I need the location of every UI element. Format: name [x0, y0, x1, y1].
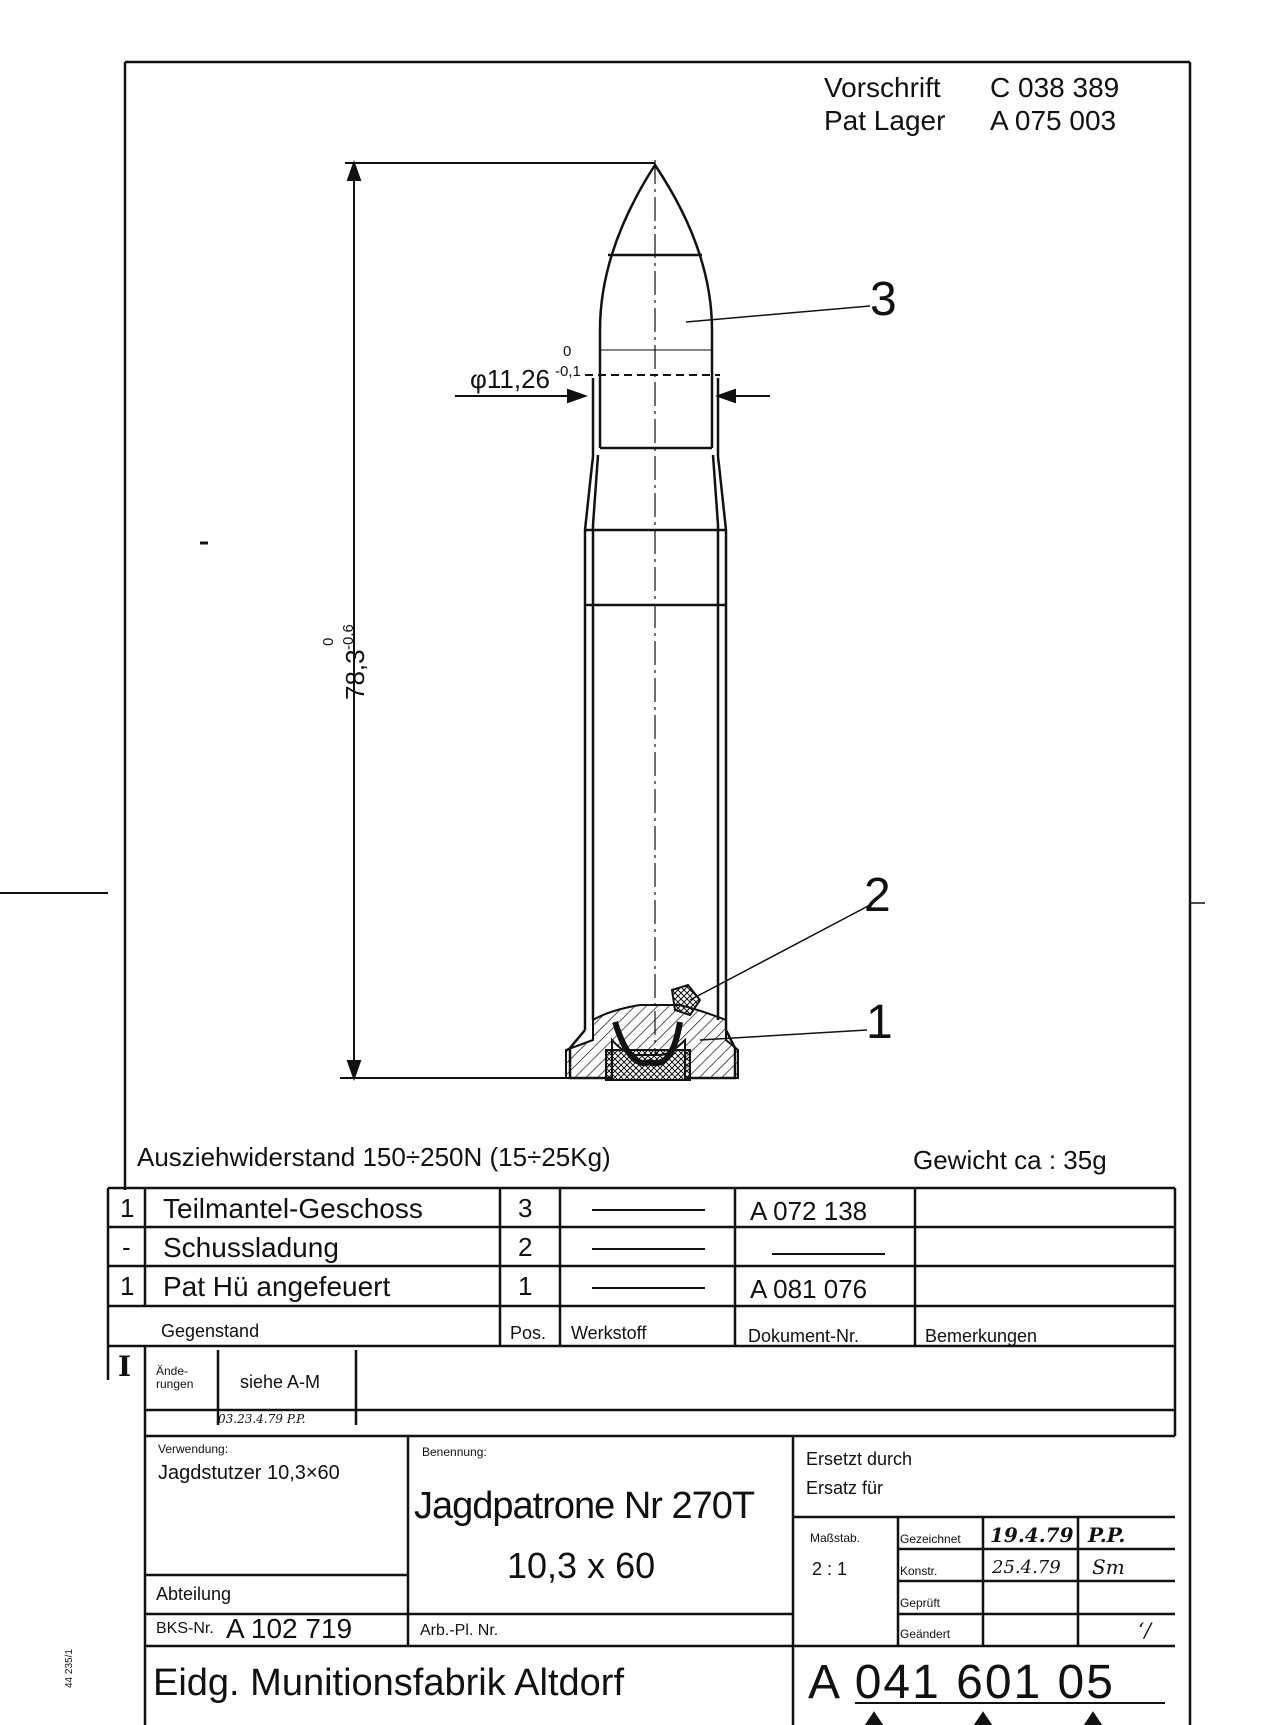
vorschrift-label: Vorschrift — [824, 72, 941, 103]
diameter-tol-lower: -0,1 — [555, 363, 581, 380]
name-label: Benennung: — [422, 1445, 487, 1459]
patlager-label: Pat Lager — [824, 105, 946, 136]
row2-pos: 2 — [518, 1232, 533, 1262]
row2-item: Schussladung — [163, 1232, 339, 1263]
row1-doc: A 072 138 — [750, 1196, 868, 1226]
row3-pos: 1 — [518, 1271, 533, 1301]
header-bemerkungen: Bemerkungen — [925, 1326, 1038, 1346]
vorschrift-value: C 038 389 — [990, 72, 1120, 103]
replaces: Ersatz für — [806, 1478, 884, 1498]
drawn-sign: P.P. — [1088, 1523, 1126, 1547]
bks-value: A 102 719 — [226, 1613, 353, 1644]
length-annotation — [320, 580, 380, 700]
company-name: Eidg. Munitionsfabrik Altdorf — [153, 1662, 625, 1704]
callout-3: 3 — [870, 273, 897, 326]
name-line2: 10,3 x 60 — [507, 1545, 656, 1586]
length-label: 78,3 — [340, 649, 370, 700]
changes-label: Ände- rungen — [156, 1364, 194, 1391]
callout-2: 2 — [864, 869, 891, 922]
usage-label: Verwendung: — [158, 1442, 229, 1456]
drawn-date: 19.4.79 — [990, 1523, 1074, 1547]
header-dokument: Dokument-Nr. — [748, 1326, 860, 1346]
row1-qty: 1 — [120, 1193, 135, 1223]
row1-item: Teilmantel-Geschoss — [163, 1193, 423, 1224]
length-tol-lower: -0,6 — [340, 624, 357, 650]
pullout-note: Ausziehwiderstand 150÷250N (15÷25Kg) — [137, 1142, 611, 1172]
diameter-label: φ11,26 — [470, 364, 550, 394]
row2-qty: - — [122, 1232, 131, 1262]
callout-1: 1 — [866, 996, 893, 1049]
konstr-sign: Sm — [1092, 1555, 1125, 1579]
row1-pos: 3 — [518, 1193, 533, 1223]
changes-text: siehe A-M — [240, 1372, 321, 1392]
scale-label: Maßstab. — [810, 1531, 861, 1545]
scale-value: 2 : 1 — [812, 1559, 848, 1579]
header-gegenstand: Gegenstand — [161, 1321, 260, 1341]
replaced-by: Ersetzt durch — [806, 1449, 913, 1469]
diameter-tol-upper: 0 — [563, 343, 572, 360]
row3-qty: 1 — [120, 1271, 135, 1301]
header-werkstoff: Werkstoff — [571, 1323, 647, 1343]
patlager-value: A 075 003 — [990, 105, 1117, 136]
length-dimension — [340, 163, 655, 1078]
checked-label: Geprüft — [900, 1596, 941, 1610]
bks-label: BKS-Nr. — [156, 1620, 214, 1637]
changes-date: 03.23.4.79 P.P. — [218, 1412, 306, 1426]
name-line1: Jagdpatrone Nr 270T — [414, 1485, 755, 1527]
side-code: 44 235/1 — [64, 1649, 75, 1688]
length-tol-upper: 0 — [320, 637, 337, 646]
konstr-date: 25.4.79 — [992, 1557, 1061, 1578]
changed-sign: ‘/ — [1138, 1618, 1152, 1642]
konstr-label: Konstr. — [900, 1564, 938, 1578]
dept-label: Abteilung — [156, 1584, 232, 1604]
usage-value: Jagdstutzer 10,3×60 — [158, 1462, 340, 1484]
callout-leaders — [686, 306, 870, 1040]
arb-label: Arb.-Pl. Nr. — [420, 1622, 499, 1639]
cartridge-outline — [570, 165, 735, 1078]
weight-note: Gewicht ca : 35g — [913, 1145, 1107, 1175]
drawn-label: Gezeichnet — [900, 1532, 961, 1546]
change-index: I — [118, 1350, 132, 1383]
document-number: A 041 601 05 — [808, 1656, 1115, 1709]
header-pos: Pos. — [510, 1323, 547, 1343]
row3-doc: A 081 076 — [750, 1274, 868, 1304]
changed-label: Geändert — [900, 1627, 951, 1641]
row3-item: Pat Hü angefeuert — [163, 1271, 391, 1302]
